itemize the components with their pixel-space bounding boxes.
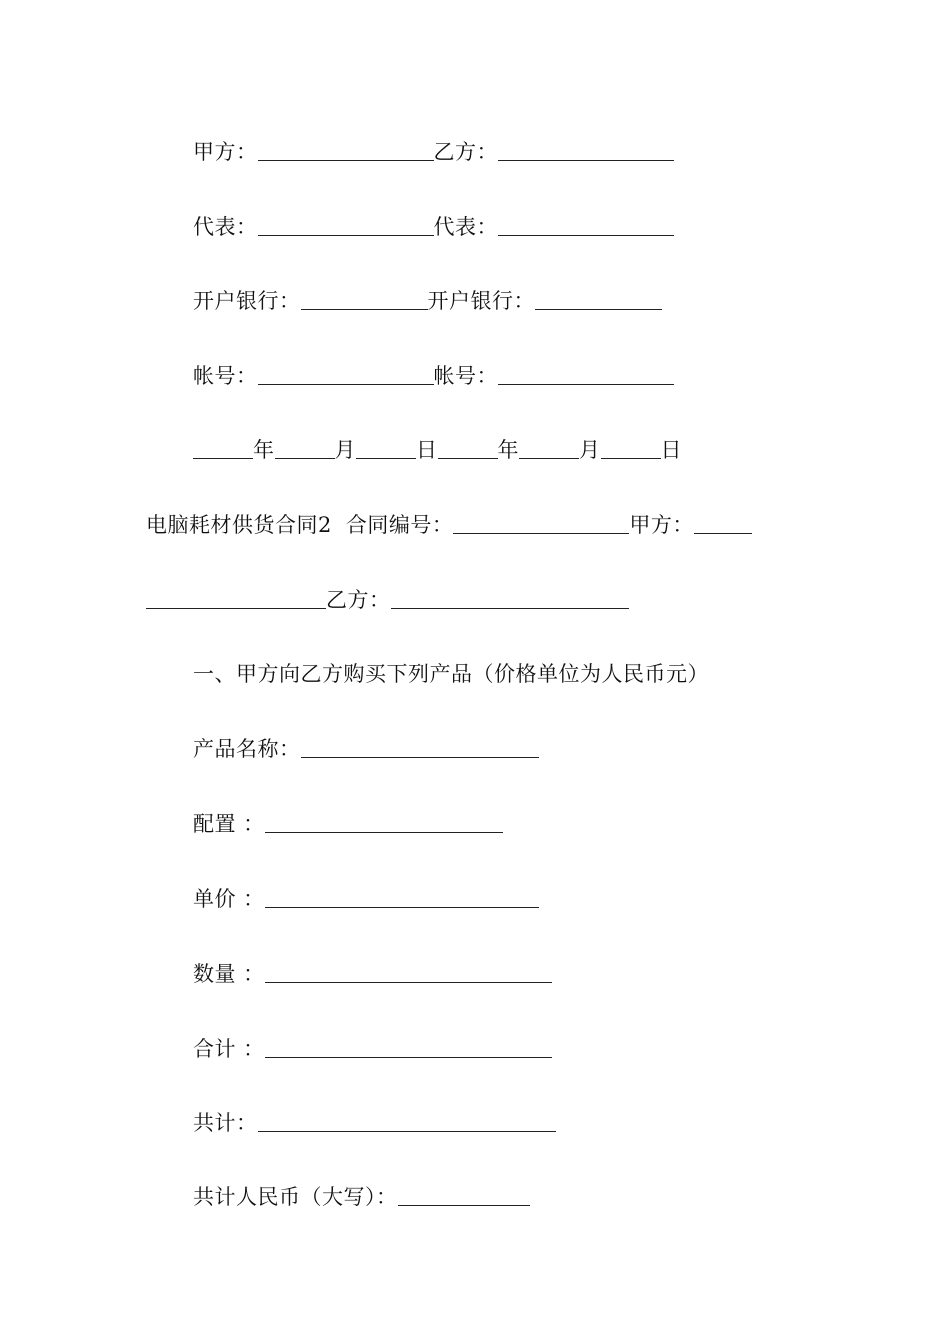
clause-1-title-line xyxy=(193,658,709,688)
account-line xyxy=(193,360,674,390)
date-b-day-label: 日 xyxy=(660,438,682,462)
subtotal-blank[interactable] xyxy=(265,1056,552,1058)
account-b-blank[interactable] xyxy=(498,383,674,385)
date-b-day-blank[interactable] xyxy=(601,457,661,459)
config-blank[interactable] xyxy=(265,831,503,833)
contract-party-line xyxy=(146,584,629,614)
config-label: 配置 ： xyxy=(193,812,265,836)
bank-b-label: 开户银行： xyxy=(427,289,535,313)
contract-party-b-label: 乙方： xyxy=(326,588,391,612)
product-name-blank[interactable] xyxy=(301,756,539,758)
config-line xyxy=(193,808,503,838)
date-a-month-label: 月 xyxy=(334,438,356,462)
party-b-label: 乙方： xyxy=(433,140,498,164)
bank-a-label: 开户银行： xyxy=(193,289,301,313)
party-a-blank[interactable] xyxy=(258,159,434,161)
account-a-blank[interactable] xyxy=(258,383,434,385)
contract-party-a-blank-cont[interactable] xyxy=(146,607,326,609)
rep-b-label: 代表： xyxy=(433,215,498,239)
rep-a-label: 代表： xyxy=(193,215,258,239)
total-rmb-upper-blank[interactable] xyxy=(398,1204,530,1206)
date-a-day-blank[interactable] xyxy=(356,457,416,459)
total-rmb-upper-line xyxy=(193,1181,530,1211)
date-b-year-blank[interactable] xyxy=(438,457,498,459)
total-line xyxy=(193,1107,556,1137)
contract-number-blank[interactable] xyxy=(453,532,629,534)
contract-heading: 电脑耗材供货合同2 xyxy=(146,513,332,537)
total-label: 共计： xyxy=(193,1111,258,1135)
total-rmb-upper-label: 共计人民币（大写）： xyxy=(193,1185,398,1209)
rep-b-blank[interactable] xyxy=(498,234,674,236)
account-b-label: 帐号： xyxy=(433,364,498,388)
date-b-month-blank[interactable] xyxy=(519,457,579,459)
date-a-year-blank[interactable] xyxy=(193,457,253,459)
party-line xyxy=(193,136,674,166)
account-a-label: 帐号： xyxy=(193,364,258,388)
contract-party-b-blank[interactable] xyxy=(391,607,629,609)
quantity-label: 数量 ： xyxy=(193,962,265,986)
unit-price-blank[interactable] xyxy=(265,906,539,908)
date-a-year-label: 年 xyxy=(253,438,275,462)
bank-b-blank[interactable] xyxy=(535,308,662,310)
bank-line xyxy=(193,285,662,315)
party-b-blank[interactable] xyxy=(498,159,674,161)
contract-number-label: 合同编号： xyxy=(345,513,454,537)
subtotal-label: 合计 ： xyxy=(193,1037,265,1061)
party-a-label: 甲方： xyxy=(193,140,258,164)
date-a-month-blank[interactable] xyxy=(275,457,335,459)
product-name-line xyxy=(193,733,539,763)
quantity-blank[interactable] xyxy=(265,981,552,983)
date-a-day-label: 日 xyxy=(416,438,438,462)
bank-a-blank[interactable] xyxy=(301,308,428,310)
contract-party-a-label: 甲方： xyxy=(629,513,694,537)
unit-price-label: 单价 ： xyxy=(193,887,265,911)
quantity-line xyxy=(193,958,552,988)
rep-a-blank[interactable] xyxy=(258,234,434,236)
clause-1-title: 一、甲方向乙方购买下列产品（价格单位为人民币元） xyxy=(193,662,709,686)
date-b-month-label: 月 xyxy=(579,438,601,462)
contract-party-a-blank-start[interactable] xyxy=(694,532,752,534)
representative-line xyxy=(193,211,674,241)
unit-price-line xyxy=(193,883,539,913)
product-name-label: 产品名称： xyxy=(193,737,301,761)
date-line xyxy=(193,434,682,464)
subtotal-line xyxy=(193,1033,552,1063)
total-blank[interactable] xyxy=(258,1130,556,1132)
contract-heading-line xyxy=(146,509,752,539)
date-b-year-label: 年 xyxy=(497,438,519,462)
